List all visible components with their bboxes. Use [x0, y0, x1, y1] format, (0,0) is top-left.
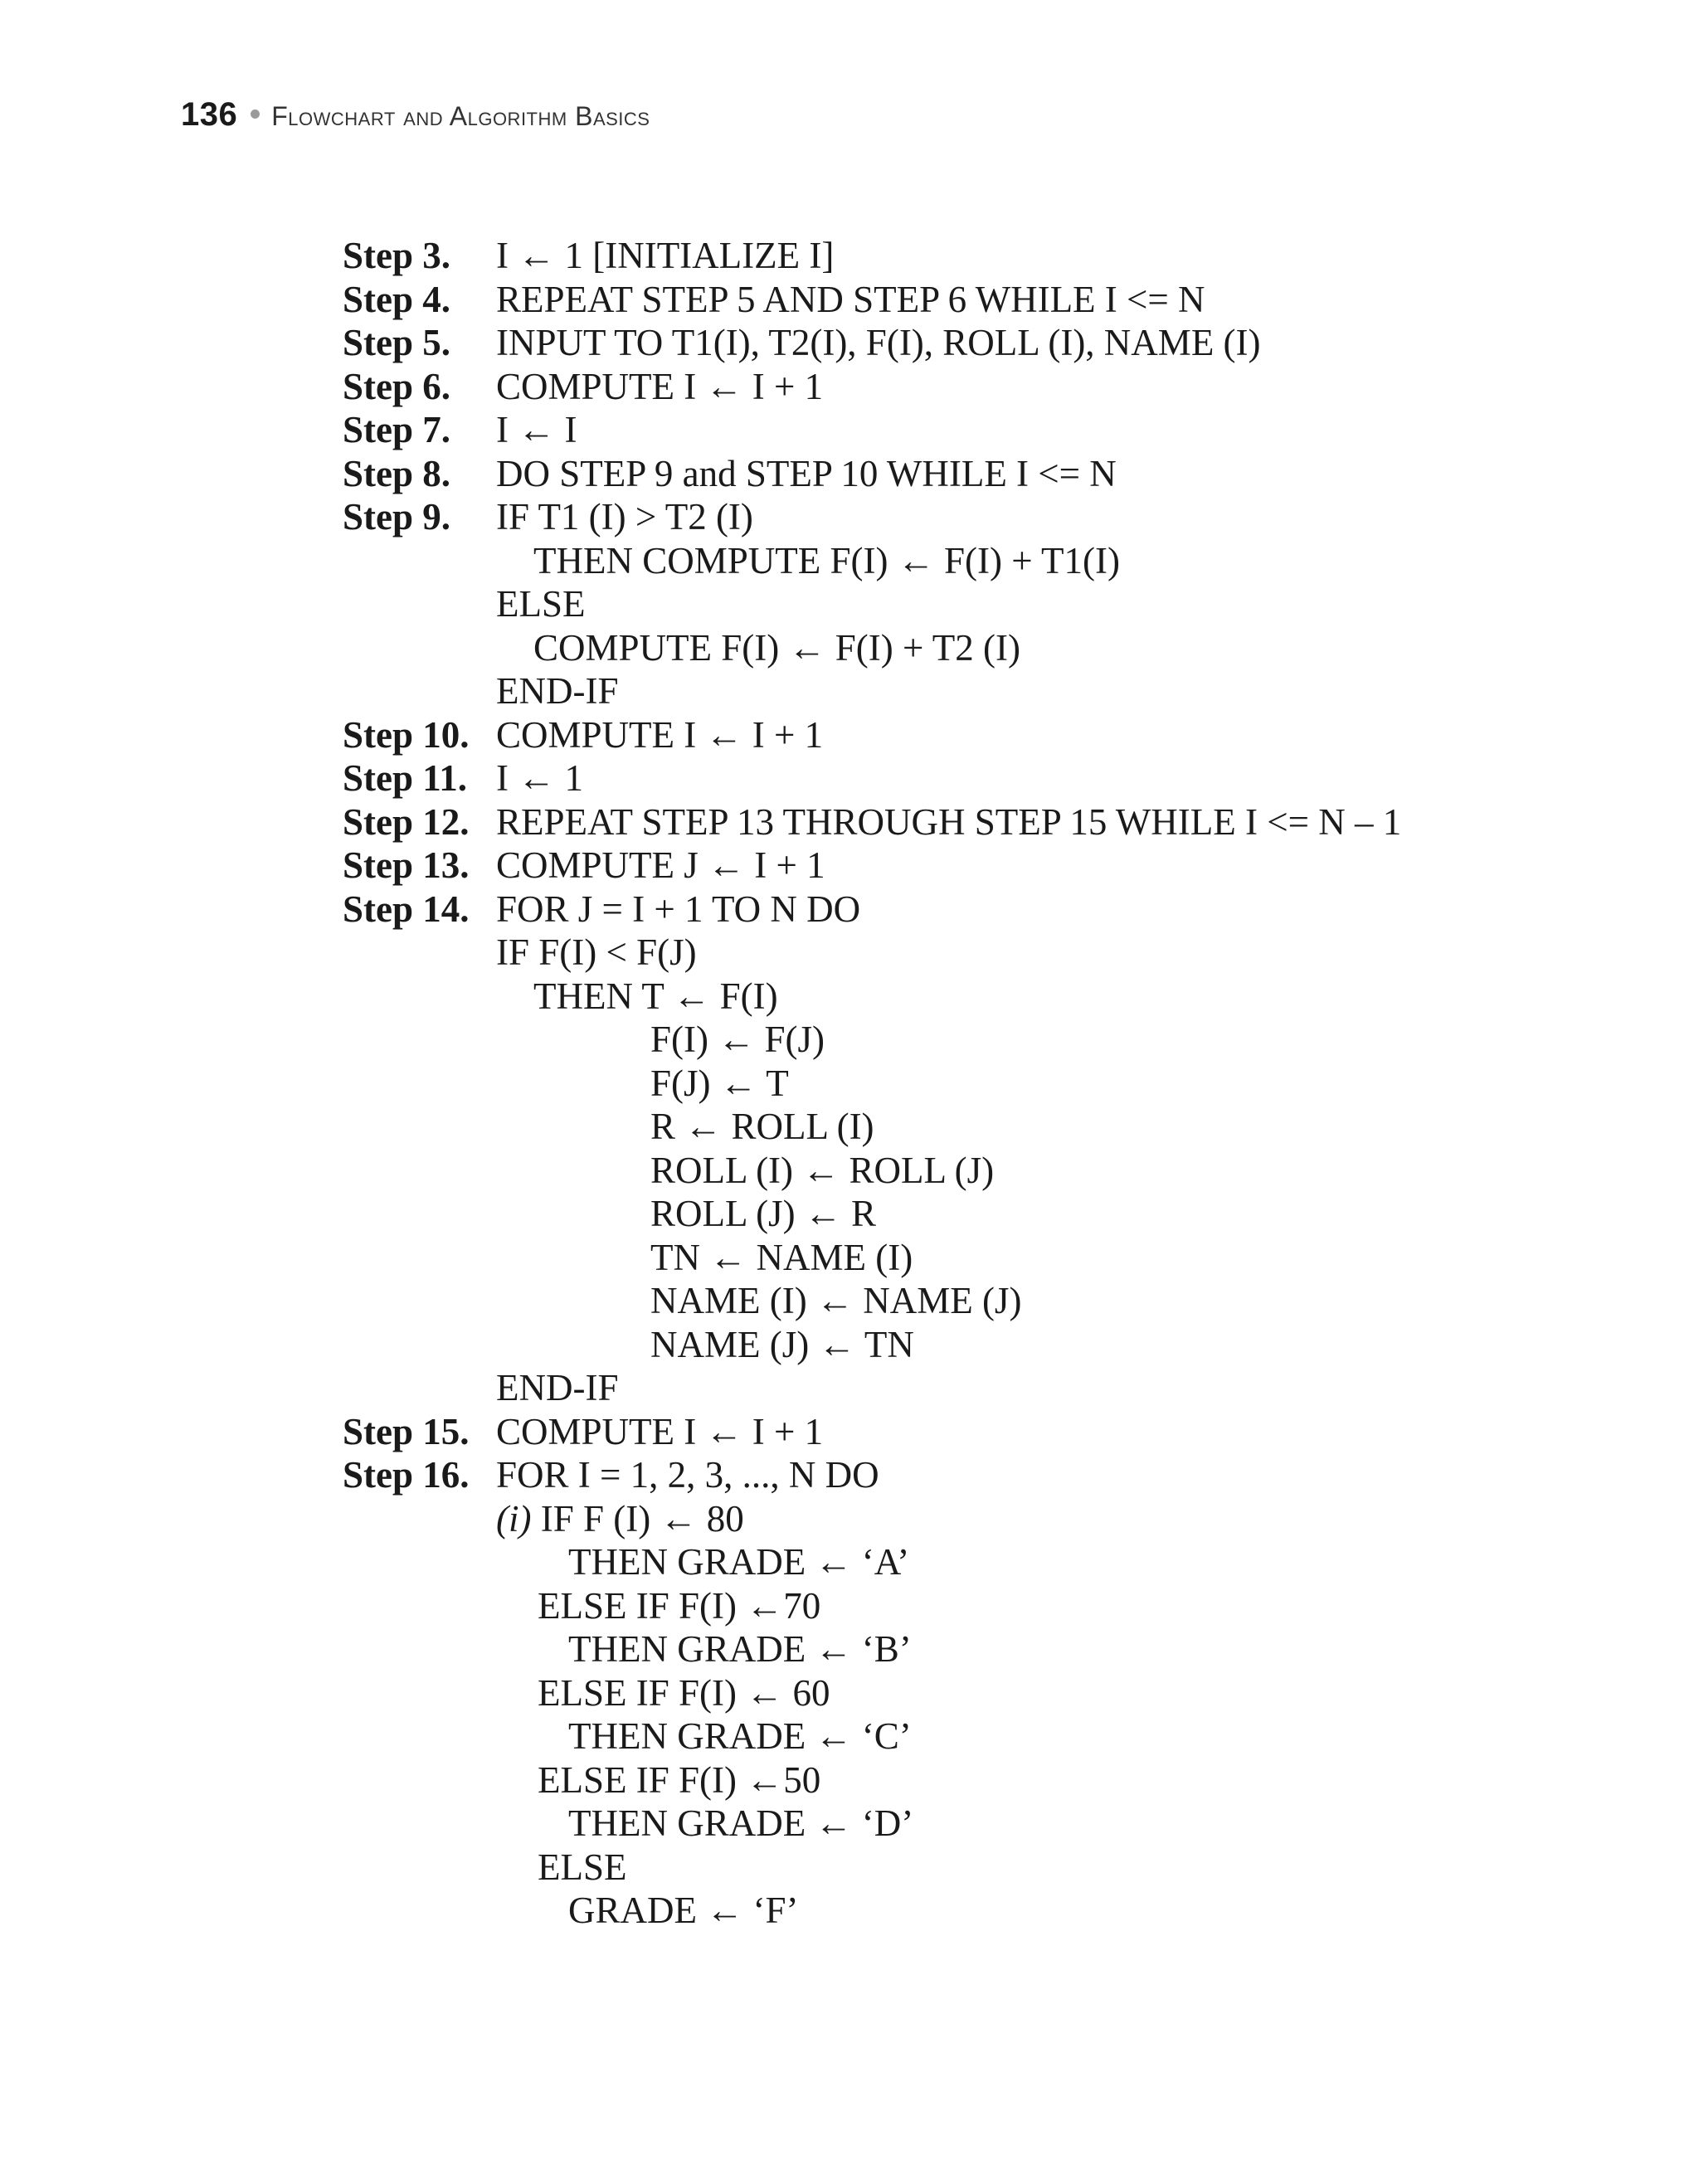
step-text: NAME (J) ← TN: [650, 1323, 914, 1365]
step-text: COMPUTE J ← I + 1: [496, 844, 825, 886]
page-number: 136: [181, 96, 238, 133]
step-text: ROLL (J) ← R: [650, 1193, 877, 1234]
algorithm-line: [343, 234, 1637, 278]
step-label: Step 10.: [343, 713, 470, 756]
algorithm-line: [343, 1889, 1637, 1933]
step-label: Step 7.: [343, 409, 451, 450]
algorithm-line: [343, 1062, 1637, 1106]
algorithm-line: [343, 408, 1637, 452]
algorithm-line: [343, 975, 1637, 1019]
step-text: NAME (I) ← NAME (J): [650, 1280, 1022, 1321]
step-text: IF T1 (I) > T2 (I): [496, 496, 753, 537]
step-text: I ← I: [496, 409, 577, 450]
step-text: ROLL (I) ← ROLL (J): [650, 1149, 995, 1191]
step-text: THEN GRADE ← ‘D’: [568, 1802, 914, 1844]
step-text: THEN T ← F(I): [533, 975, 778, 1017]
step-label: Step 8.: [343, 452, 451, 494]
algorithm-line: [343, 1802, 1637, 1846]
algorithm-line: [343, 321, 1637, 365]
step-text: FOR J = I + 1 TO N DO: [496, 888, 861, 930]
step-text: R ← ROLL (I): [650, 1106, 874, 1147]
step-text: REPEAT STEP 5 AND STEP 6 WHILE I <= N: [496, 278, 1205, 320]
step-text: ELSE IF F(I) ←50: [538, 1758, 821, 1801]
algorithm-line: [343, 669, 1637, 713]
substep-marker: (i): [496, 1497, 532, 1540]
step-text: ELSE IF F(I) ← 60: [538, 1671, 830, 1714]
step-text: COMPUTE I ← I + 1: [496, 1410, 824, 1452]
step-text: F(J) ← T: [650, 1062, 789, 1104]
step-text: DO STEP 9 and STEP 10 WHILE I <= N: [496, 452, 1117, 494]
step-text: THEN GRADE ← ‘C’: [568, 1715, 912, 1757]
algorithm-line: [343, 713, 1637, 757]
bullet-separator-icon: [251, 109, 260, 119]
step-label: Step 12.: [343, 800, 470, 843]
algorithm-line: [343, 1540, 1637, 1584]
algorithm-line: [343, 452, 1637, 496]
algorithm-line: [343, 582, 1637, 626]
step-text: THEN GRADE ← ‘B’: [568, 1628, 912, 1670]
algorithm-line: [343, 495, 1637, 539]
algorithm-line: [343, 888, 1637, 931]
step-text: COMPUTE I ← I + 1: [496, 713, 824, 756]
algorithm-line: [343, 1149, 1637, 1193]
step-label: Step 5.: [343, 322, 451, 363]
page-header: [181, 98, 650, 131]
algorithm-line: [343, 1497, 1637, 1541]
algorithm-line: [343, 365, 1637, 409]
step-text: INPUT TO T1(I), T2(I), F(I), ROLL (I), NAME (I): [496, 322, 1261, 363]
algorithm-line: [343, 626, 1637, 670]
step-text: THEN GRADE ← ‘A’: [568, 1541, 910, 1583]
step-text: ELSE IF F(I) ←70: [538, 1584, 821, 1627]
algorithm-line: [343, 1236, 1637, 1280]
algorithm-line: [343, 539, 1637, 583]
step-text: TN ← NAME (I): [650, 1236, 913, 1278]
running-title: Flowchart and Algorithm Basics: [271, 101, 650, 131]
algorithm-line: [343, 1846, 1637, 1890]
algorithm-line: [343, 1410, 1637, 1454]
algorithm-line: [343, 1323, 1637, 1367]
algorithm-line: [343, 1192, 1637, 1236]
algorithm-line: [343, 1453, 1637, 1497]
algorithm-line: [343, 1279, 1637, 1323]
algorithm-line: [343, 1627, 1637, 1671]
algorithm-line: [343, 756, 1637, 800]
step-text: END-IF: [496, 1367, 619, 1408]
step-label: Step 9.: [343, 496, 451, 537]
step-text: END-IF: [496, 670, 619, 712]
step-label: Step 4.: [343, 278, 451, 320]
algorithm-line: [343, 1366, 1637, 1410]
step-text: ELSE: [538, 1846, 627, 1888]
algorithm-line: [343, 1671, 1637, 1715]
algorithm-line: [343, 1758, 1637, 1802]
algorithm-line: [343, 844, 1637, 888]
step-text: I ← 1: [496, 757, 583, 799]
algorithm-line: [343, 278, 1637, 322]
step-text: F(I) ← F(J): [650, 1019, 825, 1060]
algorithm-line: [343, 1105, 1637, 1149]
algorithm-line: [343, 1715, 1637, 1758]
substep-text: IF F (I) ← 80: [531, 1497, 744, 1540]
step-text: COMPUTE F(I) ← F(I) + T2 (I): [533, 626, 1020, 669]
step-label: Step 6.: [343, 365, 451, 407]
step-text: I ← 1 [INITIALIZE I]: [496, 235, 835, 276]
step-label: Step 11.: [343, 757, 468, 799]
step-text: IF F(I) < F(J): [496, 931, 697, 973]
algorithm-listing: [343, 234, 1637, 1933]
step-text: COMPUTE I ← I + 1: [496, 365, 824, 407]
step-text: [496, 1497, 744, 1541]
step-text: REPEAT STEP 13 THROUGH STEP 15 WHILE I <= N – 1: [496, 800, 1402, 843]
step-label: Step 16.: [343, 1454, 470, 1496]
step-text: THEN COMPUTE F(I) ← F(I) + T1(I): [533, 539, 1120, 581]
step-label: Step 14.: [343, 888, 470, 930]
algorithm-line: [343, 1018, 1637, 1062]
step-label: Step 15.: [343, 1410, 470, 1452]
algorithm-line: [343, 1584, 1637, 1628]
step-text: GRADE ← ‘F’: [568, 1890, 799, 1931]
step-label: Step 3.: [343, 235, 451, 276]
step-text: ELSE: [496, 583, 586, 625]
algorithm-line: [343, 800, 1637, 844]
step-label: Step 13.: [343, 844, 470, 886]
step-text: FOR I = 1, 2, 3, ..., N DO: [496, 1454, 879, 1496]
algorithm-line: [343, 931, 1637, 975]
